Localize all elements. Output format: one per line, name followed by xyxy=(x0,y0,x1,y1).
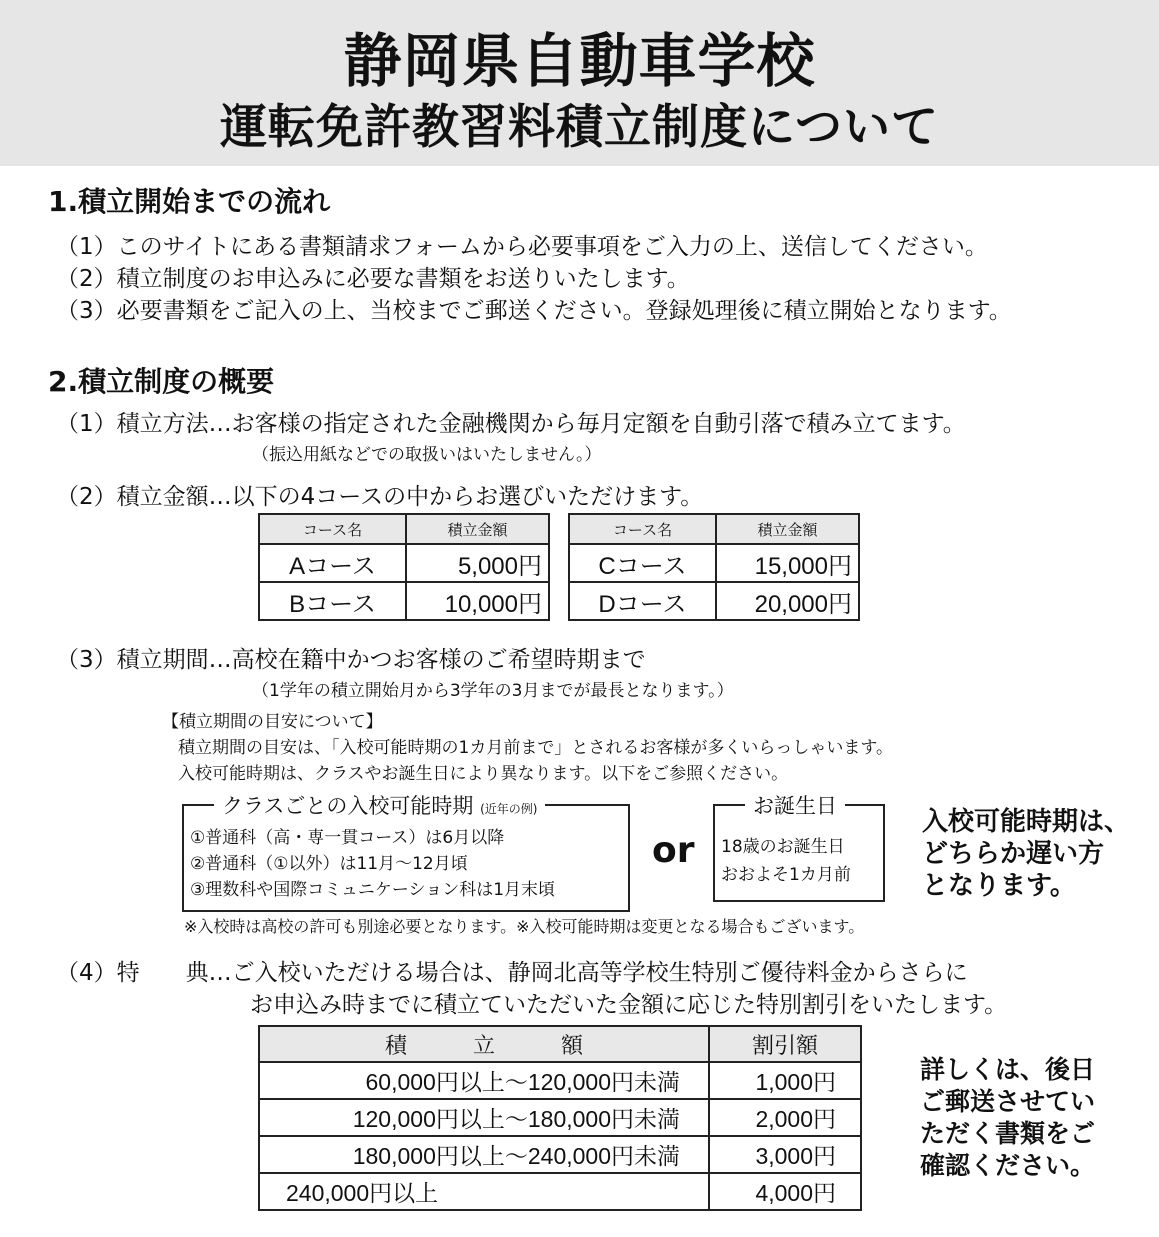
discount-table xyxy=(258,1025,862,1211)
or-label: or xyxy=(652,830,695,871)
class-box-line-2: ②普通科（①以外）は11月～12月頃 xyxy=(190,854,468,874)
guide-line-2: 入校可能時期は、クラスやお誕生日により異なります。以下をご参照ください。 xyxy=(178,764,789,784)
page-subtitle: 運転免許教習料積立制度について xyxy=(219,100,940,155)
course-amount: 10,000円 xyxy=(406,582,549,620)
course-name: Bコース xyxy=(259,582,406,620)
discount-range: 60,000円以上～120,000円未満 xyxy=(259,1062,709,1099)
course-name: Cコース xyxy=(569,544,716,582)
table-row xyxy=(569,544,859,582)
course-amount: 5,000円 xyxy=(406,544,549,582)
discount-range: 180,000円以上～240,000円未満 xyxy=(259,1136,709,1173)
table-row xyxy=(259,1173,861,1210)
discount-amount-header: 割引額 xyxy=(709,1026,861,1062)
later-note-line-2: どちらか遅い方 xyxy=(922,839,1105,869)
benefit-line-1: （4）特 典…ご入校いただける場合は、静岡北高等学校生特別ご優待料金からさらに xyxy=(56,960,968,986)
discount-amount: 1,000円 xyxy=(709,1062,861,1099)
section1-item-3: （3）必要書類をご記入の上、当校までご郵送ください。登録処理後に積立開始となります。 xyxy=(56,298,1012,324)
details-note-line-2: ご郵送させてい xyxy=(920,1087,1096,1116)
details-note-line-4: 確認ください。 xyxy=(920,1151,1096,1180)
table-row xyxy=(569,582,859,620)
course-name: Aコース xyxy=(259,544,406,582)
birthday-box-line-2: おおよそ1カ月前 xyxy=(721,865,851,885)
birthday-box-line-1: 18歳のお誕生日 xyxy=(721,837,845,857)
class-box-line-3: ③理数科や国際コミュニケーション科は1月末頃 xyxy=(190,880,556,900)
course-name: Dコース xyxy=(569,582,716,620)
table-row xyxy=(259,1099,861,1136)
table-row xyxy=(259,1136,861,1173)
school-title: 静岡県自動車学校 xyxy=(343,27,816,95)
section1-item-1: （1）このサイトにある書類請求フォームから必要事項をご入力の上、送信してください。 xyxy=(56,234,988,260)
course-table-right xyxy=(568,513,860,621)
discount-range-header: 積 立 額 xyxy=(259,1026,709,1062)
class-box-title-small: (近年の例) xyxy=(480,802,538,816)
guide-heading: 【積立期間の目安について】 xyxy=(162,712,383,732)
amount-line: （2）積立金額…以下の4コースの中からお選びいただけます。 xyxy=(56,484,704,510)
guide-line-1: 積立期間の目安は、「入校可能時期の1カ月前まで」とされるお客様が多くいらっしゃいます。 xyxy=(178,738,893,758)
table-header-row xyxy=(569,514,859,544)
method-line: （1）積立方法…お客様の指定された金融機関から毎月定額を自動引落で積み立てます。 xyxy=(56,411,966,437)
table-header-row xyxy=(259,1026,861,1062)
discount-amount: 2,000円 xyxy=(709,1099,861,1136)
birthday-box-title: お誕生日 xyxy=(745,790,845,820)
later-note-line-1: 入校可能時期は、 xyxy=(922,807,1131,837)
table-header-row xyxy=(259,514,549,544)
table-row xyxy=(259,582,549,620)
section1-item-2: （2）積立制度のお申込みに必要な書類をお送りいたします。 xyxy=(56,266,690,292)
period-note: （1学年の積立開始月から3学年の3月までが最長となります。） xyxy=(252,681,734,701)
discount-amount: 3,000円 xyxy=(709,1136,861,1173)
section1-heading: 1.積立開始までの流れ xyxy=(48,185,331,218)
discount-range: 120,000円以上～180,000円未満 xyxy=(259,1099,709,1136)
section2-heading: 2.積立制度の概要 xyxy=(48,365,275,398)
benefit-line-2: お申込み時までに積立ていただいた金額に応じた特別割引をいたします。 xyxy=(250,992,1008,1018)
course-amount-header: 積立金額 xyxy=(716,514,859,544)
later-note-line-3: となります。 xyxy=(922,871,1076,901)
details-note xyxy=(920,1054,1095,1182)
course-table-left xyxy=(258,513,550,621)
period-line: （3）積立期間…高校在籍中かつお客様のご希望時期まで xyxy=(56,647,646,673)
course-name-header: コース名 xyxy=(259,514,406,544)
course-amount-header: 積立金額 xyxy=(406,514,549,544)
table-row xyxy=(259,1062,861,1099)
footnote: ※入校時は高校の許可も別途必要となります。※入校可能時期は変更となる場合もございます。 xyxy=(184,917,865,936)
table-row xyxy=(259,544,549,582)
later-note xyxy=(922,806,1130,902)
discount-range: 240,000円以上 xyxy=(259,1173,709,1210)
details-note-line-1: 詳しくは、後日 xyxy=(920,1055,1096,1084)
class-box-line-1: ①普通科（高・専一貫コース）は6月以降 xyxy=(190,828,505,848)
class-box-title xyxy=(214,790,545,820)
class-box-title-text: クラスごとの入校可能時期 xyxy=(222,794,474,818)
course-amount: 15,000円 xyxy=(716,544,859,582)
details-note-line-3: ただく書類をご xyxy=(920,1119,1096,1148)
method-note: （振込用紙などでの取扱いはいたしません。） xyxy=(252,445,602,465)
course-amount: 20,000円 xyxy=(716,582,859,620)
discount-amount: 4,000円 xyxy=(709,1173,861,1210)
course-name-header: コース名 xyxy=(569,514,716,544)
